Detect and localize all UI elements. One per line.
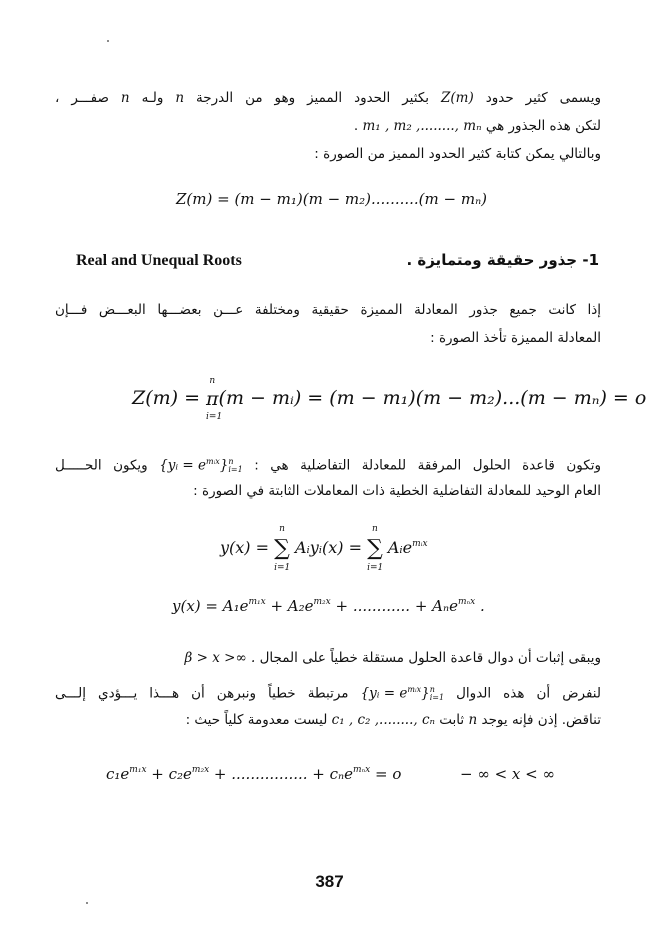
constants-list: c₁ , c₂ ,........, cₙ xyxy=(331,712,435,728)
speck xyxy=(86,902,88,904)
paragraph1-line1: ويسمى كثير حدود Z(m) بكثير الحدود المميز وهو من الدرجة n ولـه n صفـــر ، xyxy=(55,90,601,106)
paragraph2-line1: إذا كانت جميع جذور المعادلة المميزة حقيقية ومختلفة عـــن بعضـــها البعـــض فـــإن xyxy=(55,302,601,318)
sum-operator: n ∑ i=1 xyxy=(274,524,291,573)
sum-operator: n ∑ i=1 xyxy=(367,524,384,573)
equation-3: y(x) = n ∑ i=1 Aᵢyᵢ(x) = n ∑ i=1 Aᵢe$^{mᵢx}$ xyxy=(220,524,428,573)
paragraph4-line3: تناقض. إذن فإنه يوجد n ثابت c₁ , c₂ ,........, cₙ ليست معدومة كلياً حيث : xyxy=(185,712,601,728)
paragraph1-line2: لتكن هذه الجذور هي m₁ , m₂ ,........, mₙ . xyxy=(353,118,601,134)
paragraph1-line3: وبالتالي يمكن كتابة كثير الحدود المميز من الصورة : xyxy=(314,146,601,162)
zm-symbol: Z(m) xyxy=(441,90,474,106)
page-number: 387 xyxy=(315,872,344,891)
solution-basis-set: {yᵢ = $e^{mᵢx}$} n i=1 xyxy=(159,457,243,474)
function-set: {yᵢ = $e^{mᵢx}$} n i=1 xyxy=(360,685,445,702)
equation-2: Z(m) = n π i=1 (m − mᵢ) = (m − m₁)(m − m₂)...(m − mₙ) = o xyxy=(132,376,647,422)
paragraph4-line1: ويبقى إثبات أن دوال قاعدة الحلول مستقلة خطياً على المجال β > x >∞ . xyxy=(184,650,601,666)
paragraph3-line2: العام الوحيد للمعادلة التفاضلية الخطية ذات المعاملات الثابتة في الصورة : xyxy=(193,483,601,499)
equation-1: Z(m) = (m − m₁)(m − m₂)..........(m − mₙ) xyxy=(176,190,488,208)
roots-list: m₁ , m₂ ,........, mₙ xyxy=(362,118,482,134)
equation-5: $c_1e^{m_1x} + c_2e^{m_2x}$ + ................ + cₙe$^{m_nx}$ = o xyxy=(106,765,402,783)
section-title-arabic: 1- جذور حقيقة ومتمايزة . xyxy=(406,251,599,269)
product-operator: n π i=1 xyxy=(206,376,223,422)
equation-5-range: − ∞ < x < ∞ xyxy=(460,765,555,783)
section-title-english: Real and Unequal Roots xyxy=(76,252,242,269)
paragraph3-line1: وتكون قاعدة الحلول المرفقة للمعادلة التفاضلية هي : {yᵢ = $e^{mᵢx}$} n i=1 ويكون الحـــــل xyxy=(55,452,601,476)
paragraph2-line2: المعادلة المميزة تأخذ الصورة : xyxy=(430,330,601,346)
paragraph4-line2: لنفرض أن هذه الدوال {yᵢ = $e^{mᵢx}$} n i=1 مرتبطة خطياً ونبرهن أن هـــذا يـــؤدي إلـــى xyxy=(55,680,601,704)
equation-4: $y(x) = A_1e^{m_1x} + A_2e^{m_2x}$ + ............ + Aₙe$^{m_nx}$ . xyxy=(172,597,485,615)
speck xyxy=(107,40,109,42)
interval: β > x >∞ . xyxy=(184,650,256,666)
